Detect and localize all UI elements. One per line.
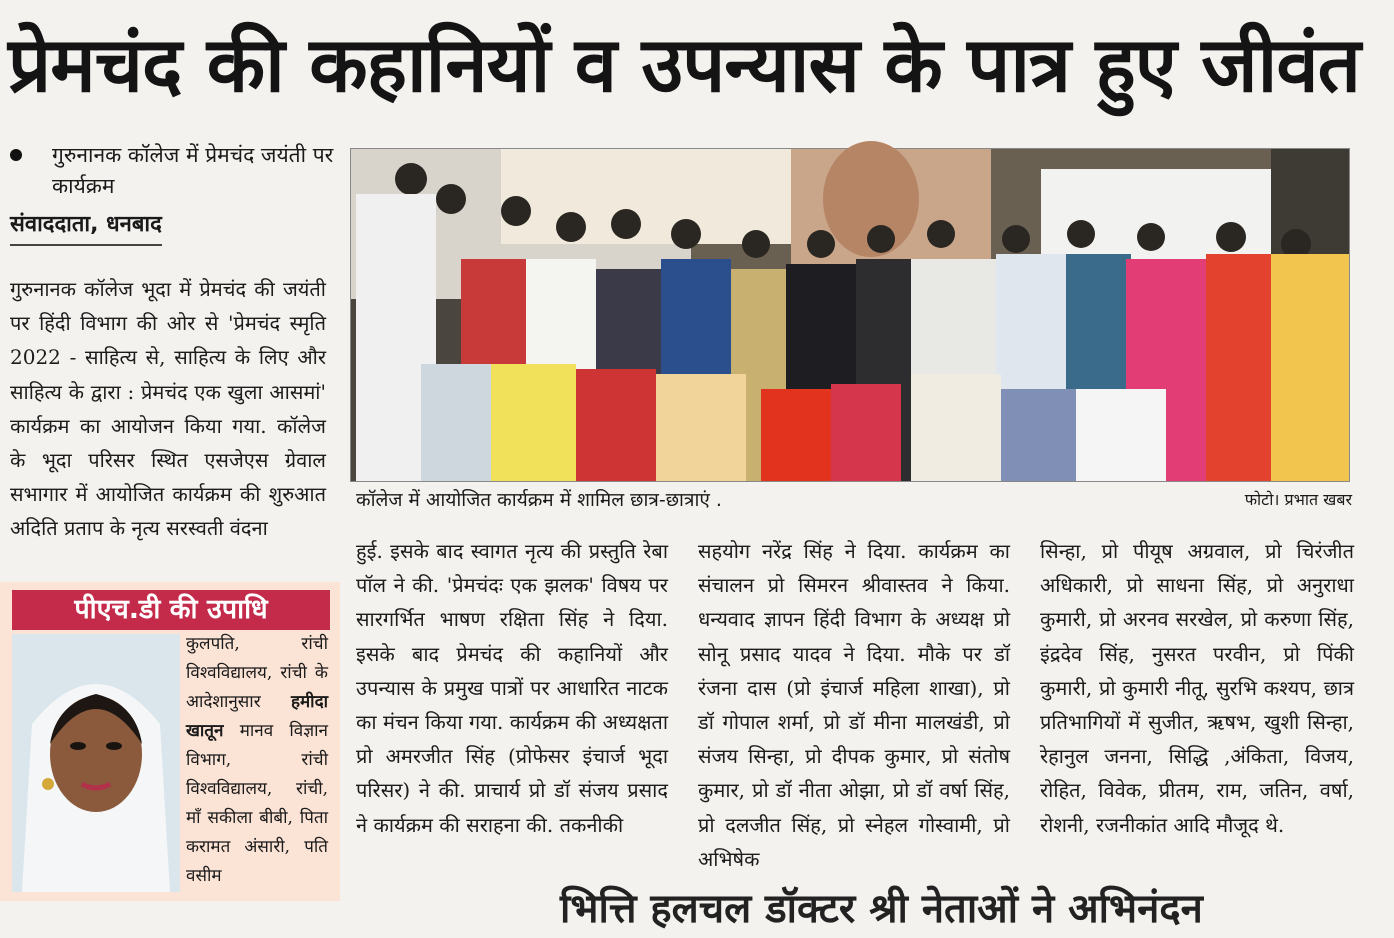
phd-portrait [12,634,180,892]
phd-title: पीएच.डी की उपाधि [12,590,330,630]
headline: प्रेमचंद की कहानियों व उपन्यास के पात्र हुए जीवंत [8,20,1360,109]
photo-credit: फोटो। प्रभात खबर [1244,490,1352,509]
subhead-text: गुरुनानक कॉलेज में प्रेमचंद जयंती पर कार्यक्रम [52,143,334,198]
phd-text-suffix: मानव विज्ञान विभाग, रांची विश्वविद्यालय, रांची, माँ सकीला बीबी, पिता करामत अंसारी, पति वसीम [186,721,328,886]
phd-text-prefix: कुलपति, रांची विश्वविद्यालय, रांची के आदेशानुसार [186,634,328,712]
article-column-1: गुरुनानक कॉलेज भूदा में प्रेमचंद की जयंती पर हिंदी विभाग की ओर से 'प्रेमचंद स्मृति 2022 - साहित्य से, साहित्य के लिए और साहित्य के द्वारा : प्रेमचंद एक खुला आसमां' कार्यक्रम का आयोजन किया गया. कॉलेज के भूदा परिसर स्थित एसजेएस ग्रेवाल सभागार में आयोजित कार्यक्रम की शुरुआत अदिति प्रताप के नृत्य सरस्वती वंदना [10,277,326,541]
article-column-2: हुई. इसके बाद स्वागत नृत्य की प्रस्तुति रेबा पॉल ने की. 'प्रेमचंदः एक झलक' विषय पर सारगर्भित भाषण रक्षिता सिंह ने दिया. इसके बाद प्रेमचंद की कहानियों और उपन्यास के प्रमुख पात्रों पर आधारित नाटक का मंचन किया गया. कार्यक्रम की अध्यक्षता प्रो अमरजीत सिंह (प्रोफेसर इंचार्ज भूदा परिसर) ने की. प्राचार्य प्रो डॉ संजय प्रसाद ने कार्यक्रम की सराहना की. तकनीकी [356,539,668,837]
phd-text [186,630,328,891]
phd-name: हमीदा खातून [186,692,328,741]
bullet-icon [10,149,22,161]
next-headline-cropped: भित्ति हलचल डॉक्टर श्री नेताओं ने अभिनंदन [560,886,1203,932]
article-column-4: सिन्हा, प्रो पीयूष अग्रवाल, प्रो चिरंजीत अधिकारी, प्रो साधना सिंह, प्रो अनुराधा कुमारी, प्रो अरनव सरखेल, प्रो करुणा सिंह, इंद्रदेव सिंह, नुसरत परवीन, प्रो पिंकी कुमारी, प्रो कुमारी नीतू, सुरभि कश्यप, छात्र प्रतिभागियों में सुजीत, ऋषभ, खुशी सिन्हा, रेहानुल जनना, सिद्धि ,अंकिता, विजय, रोहित, विवेक, प्रीतम, राम, जतिन, वर्षा, रोशनी, रजनीकांत आदि मौजूद थे. [1040,539,1354,837]
byline: संवाददाता, धनबाद [10,208,162,246]
news-photo [350,148,1350,482]
article-column-3: सहयोग नरेंद्र सिंह ने दिया. कार्यक्रम का संचालन प्रो सिमरन श्रीवास्तव ने किया. धन्यवाद ज्ञापन हिंदी विभाग के अध्यक्ष प्रो सोनू प्रसाद यादव ने दिया. मौके पर डॉ रंजना दास (प्रो इंचार्ज महिला शाखा), प्रो डॉ गोपाल शर्मा, प्रो डॉ मीना मालखंडी, प्रो संजय सिन्हा, प्रो दीपक कुमार, प्रो संतोष कुमार, प्रो डॉ नीता ओझा, प्रो डॉ वर्षा सिंह, प्रो दलजीत सिंह, प्रो स्नेहल गोस्वामी, प्रो अभिषेक [698,539,1010,871]
subhead-bullet [10,140,340,202]
photo-caption: कॉलेज में आयोजित कार्यक्रम में शामिल छात्र-छात्राएं . [356,489,722,511]
